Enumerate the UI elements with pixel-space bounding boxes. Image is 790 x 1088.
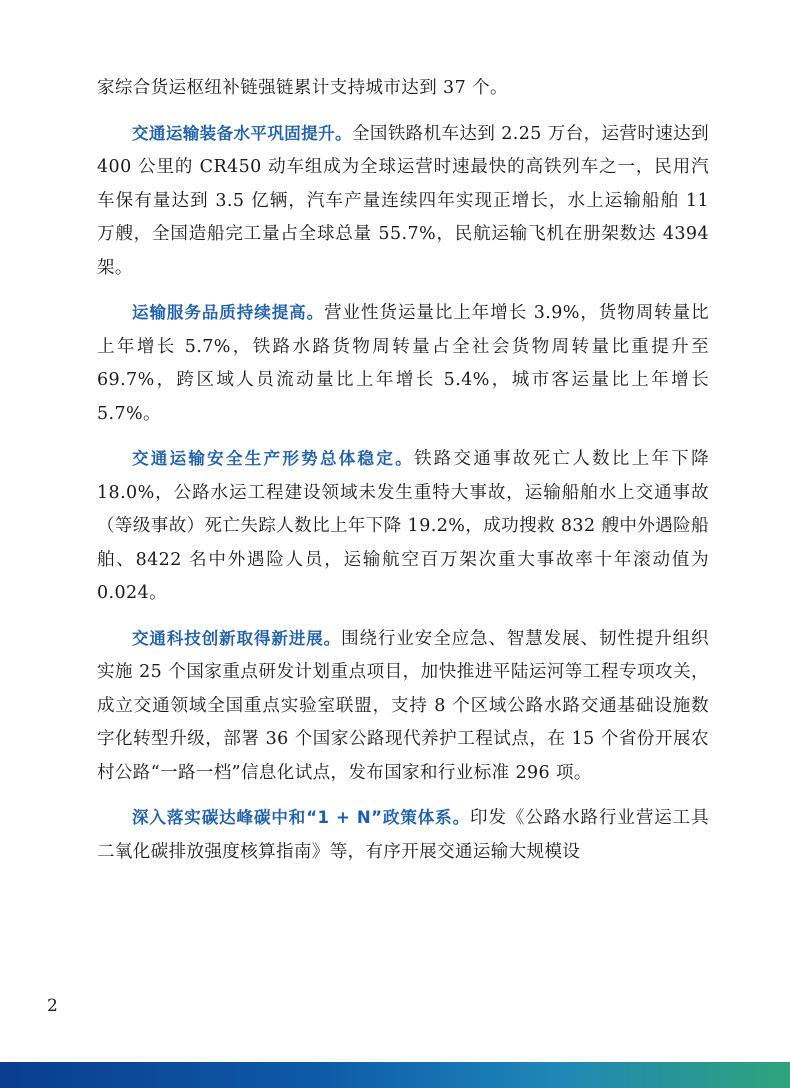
- paragraph-text: 围绕行业安全应急、智慧发展、韧性提升组织实施 25 个国家重点研发计划重点项目，加快推进平陆运河等工程专项攻关，成立交通领域全国重点实验室联盟，支持 8 个区域公路水路交通基础设施数字化转型升级，部署 36 个国家公路现代养护工程试点，在 15 个省份开展农村公路“一路一档”信息化试点，发布国家和行业标准 296 项。: [97, 628, 709, 783]
- paragraph-text: 铁路交通事故死亡人数比上年下降 18.0%，公路水运工程建设领域未发生重特大事故，运输船舶水上交通事故（等级事故）死亡失踪人数比上年下降 19.2%，成功搜救 832 艘中外遇险船舶、8422 名中外遇险人员，运输航空百万架次重大事故率十年滚动值为 0.024。: [97, 449, 710, 603]
- paragraph-lead: 交通运输装备水平巩固提升。: [132, 123, 352, 143]
- paragraph-service: [97, 296, 709, 431]
- footer-color-band: [0, 1062, 790, 1088]
- paragraph-safety: [97, 442, 709, 611]
- paragraph-text: 全国铁路机车达到 2.25 万台，运营时速达到 400 公里的 CR450 动车组成为全球运营时速最快的高铁列车之一，民用汽车保有量达到 3.5 亿辆，汽车产量连续四年实现正增长，水上运输船舶 11 万艘，全国造船完工量占全球总量 55.7%，民航运输飞机在册架数达 4394 架。: [97, 123, 710, 278]
- paragraph-equipment: [97, 117, 709, 286]
- paragraph-lead: 交通科技创新取得新进展。: [132, 628, 342, 648]
- paragraph-lead: 深入落实碳达峰碳中和“1 + N”政策体系。: [132, 808, 471, 827]
- paragraph-text: 营业性货运量比上年增长 3.9%，货物周转量比上年增长 5.7%，铁路水路货物周转量占全社会货物周转量比重提升至 69.7%，跨区域人员流动量比上年增长 5.4%，城市客运量比上年增长 5.7%。: [97, 303, 709, 424]
- document-body: [97, 72, 709, 880]
- paragraph-text: 印发《公路水路行业营运工具二氧化碳排放强度核算指南》等，有序开展交通运输大规模设: [97, 808, 709, 862]
- page-number: 2: [47, 996, 58, 1016]
- paragraph-lead: 运输服务品质持续提高。: [132, 303, 325, 322]
- paragraph-carbon: [97, 801, 709, 869]
- paragraph-continuation: [97, 72, 709, 106]
- paragraph-technology: [97, 622, 709, 791]
- paragraph-text: 家综合货运枢纽补链强链累计支持城市达到 37 个。: [97, 78, 508, 98]
- paragraph-lead: 交通运输安全生产形势总体稳定。: [132, 449, 414, 468]
